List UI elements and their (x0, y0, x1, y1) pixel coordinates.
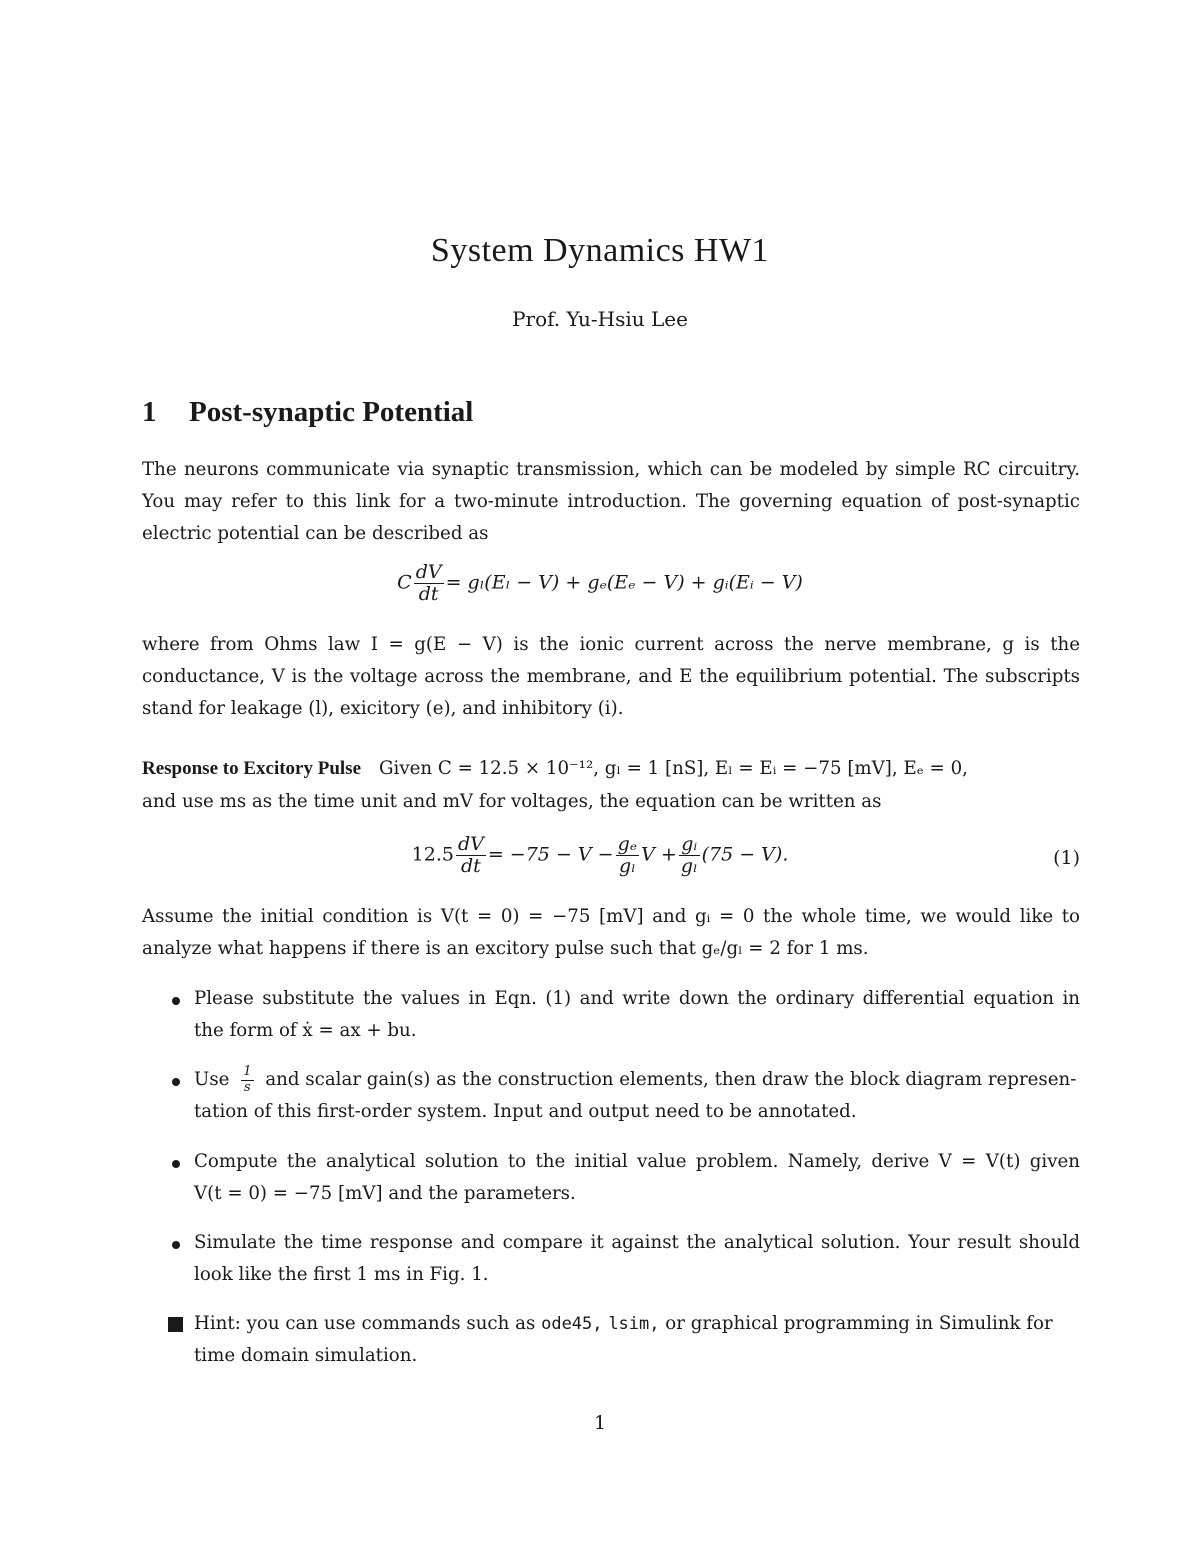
bullet-2-pre: Use (194, 1069, 230, 1090)
bullet-dot-2 (172, 1078, 180, 1086)
hint-line-2: time domain simulation. (194, 1345, 418, 1366)
eq1-ge: gₑ (617, 833, 638, 855)
eq1-derivative (456, 834, 486, 877)
eq-derivative (414, 562, 444, 605)
eq1-dv: dV (457, 833, 484, 855)
bullet-4-line-2: look like the first 1 ms in Fig. 1. (194, 1264, 489, 1285)
explain-line-1: where from Ohms law I = g(E − V) is the ionic current across the nerve membrane, g is the (142, 634, 1080, 655)
section-heading (142, 396, 473, 429)
response-line-2: and use ms as the time unit and mV for voltages, the equation can be written as (142, 791, 882, 812)
governing-equation (0, 562, 1200, 605)
intro-line-3: electric potential can be described as (142, 523, 489, 544)
eq1-plus-v: V + (641, 843, 677, 866)
bullet-2-post: and scalar gain(s) as the construction elements, then draw the block diagram represen- (265, 1069, 1077, 1090)
eq-capacitance: C (397, 571, 412, 594)
equation-1 (0, 834, 1200, 877)
bullet-1-line-2: the form of ẋ = ax + bu. (194, 1020, 417, 1041)
bullet-1-line-1: Please substitute the values in Eqn. (1) and write down the ordinary differential equation in (194, 988, 1080, 1009)
response-given: Given C = 12.5 × 10⁻¹², gₗ = 1 [nS], Eₗ = Eᵢ = −75 [mV], Eₑ = 0, (379, 758, 968, 779)
author: Prof. Yu-Hsiu Lee (512, 307, 688, 331)
section-title: Post-synaptic Potential (189, 396, 474, 428)
intro-line-2: You may refer to this link for a two-minute introduction. The governing equation of post-synaptic (142, 491, 1080, 512)
hint-square-icon (168, 1317, 183, 1332)
eq1-dt: dt (456, 855, 486, 877)
bullet-3-line-1: Compute the analytical solution to the initial value problem. Namely, derive V = V(t) given (194, 1151, 1080, 1172)
eq1-ratio-inhibitory (679, 834, 700, 877)
response-line-1 (142, 753, 1080, 786)
eq-rhs: = gₗ(Eₗ − V) + gₑ(Eₑ − V) + gᵢ(Eᵢ − V) (445, 571, 803, 594)
eq1-gl: gₗ (616, 855, 640, 877)
eq1-ratio-excitory (616, 834, 640, 877)
eq1-mid: = −75 − V − (487, 843, 614, 866)
hint-cmd-lsim: lsim, (608, 1314, 660, 1334)
intro-line-1: The neurons communicate via synaptic transmission, which can be modeled by simple RC circuitry. (142, 459, 1080, 480)
eq1-gl2: gₗ (680, 854, 698, 877)
integrator-den: s (241, 1080, 253, 1095)
hint-cmd-ode45: ode45, (541, 1314, 603, 1334)
assume-line-1: Assume the initial condition is V(t = 0) = −75 [mV] and gᵢ = 0 the whole time, we would like to (142, 906, 1080, 927)
section-number: 1 (142, 396, 157, 428)
bullet-dot-1 (172, 997, 180, 1005)
page-number: 1 (593, 1412, 607, 1434)
bullet-2-line-2: tation of this first-order system. Input and output need to be annotated. (194, 1101, 857, 1122)
hint-pre: Hint: you can use commands such as (194, 1313, 536, 1334)
hint-line-1 (194, 1308, 1080, 1341)
equation-1-label: (1) (1053, 847, 1080, 869)
integrator-num: 1 (243, 1064, 252, 1080)
hint-post: or graphical programming in Simulink for (665, 1313, 1053, 1334)
response-heading: Response to Excitory Pulse (142, 758, 362, 779)
bullet-2-integrator (241, 1065, 253, 1095)
eq-dv: dV (415, 561, 442, 583)
eq-dt: dt (414, 583, 444, 605)
explain-line-2: conductance, V is the voltage across the membrane, and E the equilibrium potential. The subscripts (142, 666, 1080, 687)
bullet-4-line-1: Simulate the time response and compare it against the analytical solution. Your result should (194, 1232, 1080, 1253)
eq1-gi: gᵢ (681, 833, 698, 855)
bullet-2-line-1 (194, 1064, 1080, 1097)
eq1-coef: 12.5 (411, 843, 454, 866)
explain-line-3: stand for leakage (l), exicitory (e), and inhibitory (i). (142, 698, 624, 719)
bullet-dot-3 (172, 1160, 180, 1168)
bullet-3-line-2: V(t = 0) = −75 [mV] and the parameters. (194, 1183, 576, 1204)
page-title: System Dynamics HW1 (430, 232, 770, 269)
assume-line-2: analyze what happens if there is an excitory pulse such that gₑ/gₗ = 2 for 1 ms. (142, 938, 869, 959)
bullet-dot-4 (172, 1241, 180, 1249)
eq1-tail: (75 − V). (701, 843, 789, 866)
